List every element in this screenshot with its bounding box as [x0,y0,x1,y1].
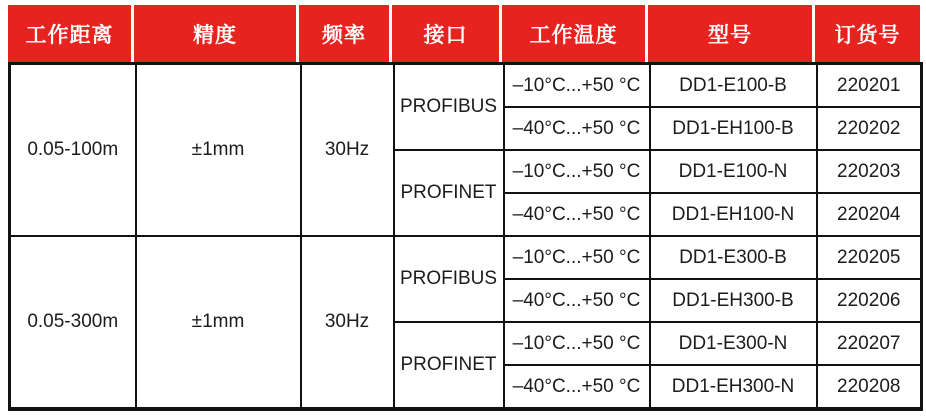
table-row [10,236,922,279]
interface-cell: PROFINET [394,322,504,409]
model-cell: DD1-E300-B [650,236,817,279]
order-no-cell: 220201 [817,64,922,108]
model-cell: DD1-EH300-N [650,365,817,409]
col-header-temperature: 工作温度 [502,5,648,62]
order-no-cell: 220206 [817,279,922,322]
model-cell: DD1-E100-B [650,64,817,108]
order-no-cell: 220204 [817,193,922,236]
interface-cell: PROFINET [394,150,504,236]
spec-table-body [8,62,923,411]
model-cell: DD1-EH100-N [650,193,817,236]
temperature-cell: –10°C...+50 °C [504,150,650,193]
frequency-cell: 30Hz [301,236,394,409]
order-no-cell: 220202 [817,107,922,150]
col-header-working-distance: 工作距离 [8,5,134,62]
accuracy-cell: ±1mm [136,64,301,237]
model-cell: DD1-EH300-B [650,279,817,322]
temperature-cell: –40°C...+50 °C [504,279,650,322]
col-header-interface: 接口 [392,5,502,62]
temperature-cell: –10°C...+50 °C [504,236,650,279]
table-row [10,64,922,108]
order-no-cell: 220208 [817,365,922,409]
temperature-cell: –40°C...+50 °C [504,193,650,236]
col-header-accuracy: 精度 [134,5,299,62]
order-no-cell: 220207 [817,322,922,365]
distance-cell: 0.05-300m [10,236,136,409]
col-header-frequency: 频率 [299,5,392,62]
table-header-row [8,5,920,62]
interface-cell: PROFIBUS [394,236,504,322]
order-no-cell: 220205 [817,236,922,279]
temperature-cell: –40°C...+50 °C [504,107,650,150]
order-no-cell: 220203 [817,150,922,193]
model-cell: DD1-E300-N [650,322,817,365]
temperature-cell: –10°C...+50 °C [504,64,650,108]
temperature-cell: –40°C...+50 °C [504,365,650,409]
model-cell: DD1-E100-N [650,150,817,193]
col-header-model: 型号 [648,5,815,62]
interface-cell: PROFIBUS [394,64,504,151]
accuracy-cell: ±1mm [136,236,301,409]
distance-cell: 0.05-100m [10,64,136,237]
temperature-cell: –10°C...+50 °C [504,322,650,365]
col-header-order-number: 订货号 [815,5,920,62]
frequency-cell: 30Hz [301,64,394,237]
model-cell: DD1-EH100-B [650,107,817,150]
